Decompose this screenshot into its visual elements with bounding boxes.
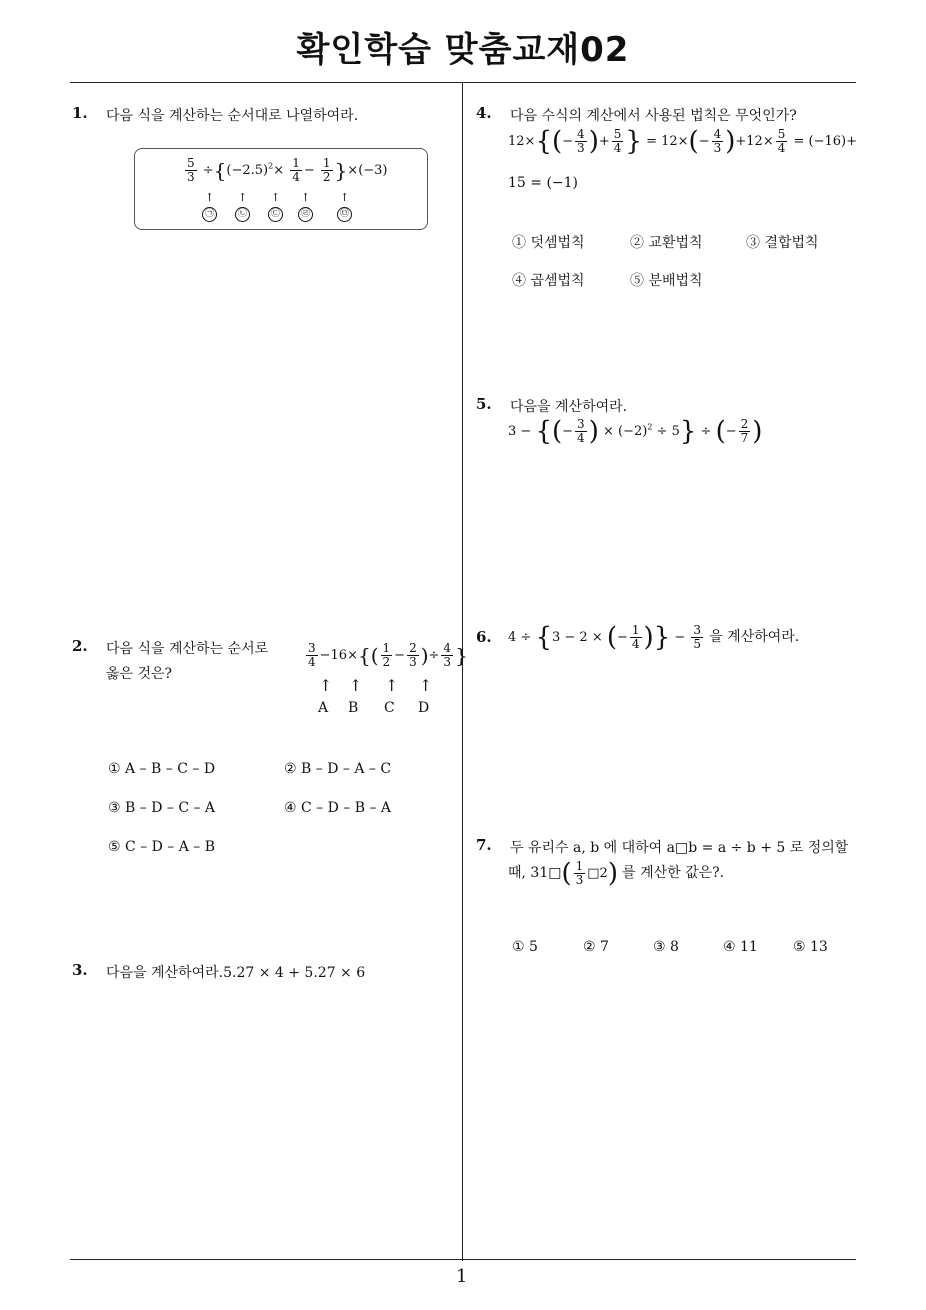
question-text: 다음 식을 계산하는 순서로 [106,641,269,657]
answer-option[interactable]: ② 7 [583,939,609,955]
answer-option[interactable]: ④ C – D – B – A [284,800,392,816]
fraction: $\frac{1}{4}$ [292,156,300,184]
fraction: $\frac{3}{5}$ [693,623,702,651]
question-number: 2. [72,637,88,655]
expression: 4 ÷ {3 − 2 × (− $\frac{1}{4}$ )} − $\frac{3}{5}$ 을 계산하여라. [508,622,800,653]
step-label: B [348,700,359,716]
fraction: $\frac{5}{3}$ [187,156,195,184]
question-text: 다음을 계산하여라. [510,399,628,415]
question-text: 다음 수식의 계산에서 사용된 법칙은 무엇인가? [510,108,797,124]
fraction: $\frac{3}{4}$ [308,641,316,669]
fraction: $\frac{4}{3}$ [443,641,452,669]
column-divider [462,83,463,1261]
question-text: 옳은 것은? [106,666,173,682]
expression-continued: 15 = (−1) [508,175,579,191]
answer-option[interactable]: ⑤ 분배법칙 [630,273,703,289]
question-number: 7. [476,836,492,854]
arrow-icon: ↑ [349,676,363,695]
answer-option[interactable]: ③ 8 [653,939,679,955]
arrow-icon: ↑ [385,676,399,695]
arrow-icon: ↑ [301,191,311,204]
expression-box [134,148,428,230]
step-label: A [318,700,329,716]
marker: ㉤ [337,207,352,222]
page-number: 1 [456,1266,468,1287]
answer-option[interactable]: ③ B – D – C – A [108,800,216,816]
answer-option[interactable]: ① 5 [512,939,538,955]
arrow-icon: ↑ [419,676,433,695]
question-text: 다음을 계산하여라.5.27 × 4 + 5.27 × 6 [106,965,366,981]
fraction: $\frac{1}{4}$ [631,623,640,651]
question-text: 를 계산한 값은?. [622,865,725,881]
answer-option[interactable]: ① 덧셈법칙 [512,235,585,251]
fraction: $\frac{1}{2}$ [382,641,391,669]
marker: ㉣ [298,207,313,222]
answer-option[interactable]: ⑤ C – D – A – B [108,839,216,855]
question-number: 6. [476,628,492,646]
expression: $\frac{3}{4}$ −16×{( $\frac{1}{2}$ − $\frac{2}{3}$ )÷ $\frac{4}{3}$ } [308,641,468,669]
expression: 때, 31□( $\frac{1}{3}$ □2) 를 계산한 값은?. [508,858,725,889]
expression: 12×{(− $\frac{4}{3}$ )+ $\frac{5}{4}$ } = 12×(− $\frac{4}{3}$ )+12× $\frac{5}{4}$ = (−16)+ [508,126,857,157]
question-text: 두 유리수 a, b 에 대하여 a□b = a ÷ b + 5 로 정의할 [510,840,849,856]
answer-option[interactable]: ③ 결합법칙 [746,235,819,251]
answer-option[interactable]: ④ 11 [723,939,758,955]
answer-option[interactable]: ④ 곱셈법칙 [512,273,585,289]
answer-option[interactable]: ① A – B – C – D [108,761,216,777]
answer-option[interactable]: ② B – D – A – C [284,761,392,777]
answer-option[interactable]: ② 교환법칙 [630,235,703,251]
arrow-icon: ↑ [238,191,248,204]
question-number: 3. [72,961,88,979]
answer-option[interactable]: ⑤ 13 [793,939,828,955]
expression: $\frac{5}{3}$ $\div\{(-2.5)^2\times$ $\frac{1}{4}$ − $\frac{1}{2}$ }×(−3) [187,156,388,184]
question-number: 5. [476,395,492,413]
expression: 3 − {(− $\frac{3}{4}$ ) × $(-2)^2 \div 5$} ÷ (− $\frac{2}{7}$ ) [508,416,763,447]
fraction: $\frac{1}{3}$ [575,859,584,887]
marker: ㉠ [202,207,217,222]
fraction: $\frac{2}{7}$ [740,417,749,445]
header-rule [70,82,856,83]
fraction: $\frac{4}{3}$ [713,127,722,155]
fraction: $\frac{4}{3}$ [577,127,585,155]
arrow-icon: ↑ [271,191,281,204]
fraction: $\frac{5}{4}$ [613,127,622,155]
question-text: 다음 식을 계산하는 순서대로 나열하여라. [106,108,359,124]
step-label: C [384,700,395,716]
question-number: 1. [72,104,88,122]
arrow-icon: ↑ [205,191,215,204]
question-text: 을 계산하여라. [709,629,800,645]
fraction: $\frac{5}{4}$ [777,127,786,155]
fraction: $\frac{1}{2}$ [322,156,331,184]
footer-rule [70,1259,856,1260]
marker: ㉢ [268,207,283,222]
step-label: D [418,700,430,716]
page-title: 확인학습 맞춤교재02 [296,30,630,70]
question-text: 때, 31□ [508,865,562,881]
fraction: $\frac{2}{3}$ [409,641,417,669]
fraction: $\frac{3}{4}$ [577,417,585,445]
arrow-icon: ↑ [340,191,350,204]
marker: ㉡ [235,207,250,222]
arrow-icon: ↑ [319,676,333,695]
question-number: 4. [476,104,492,122]
